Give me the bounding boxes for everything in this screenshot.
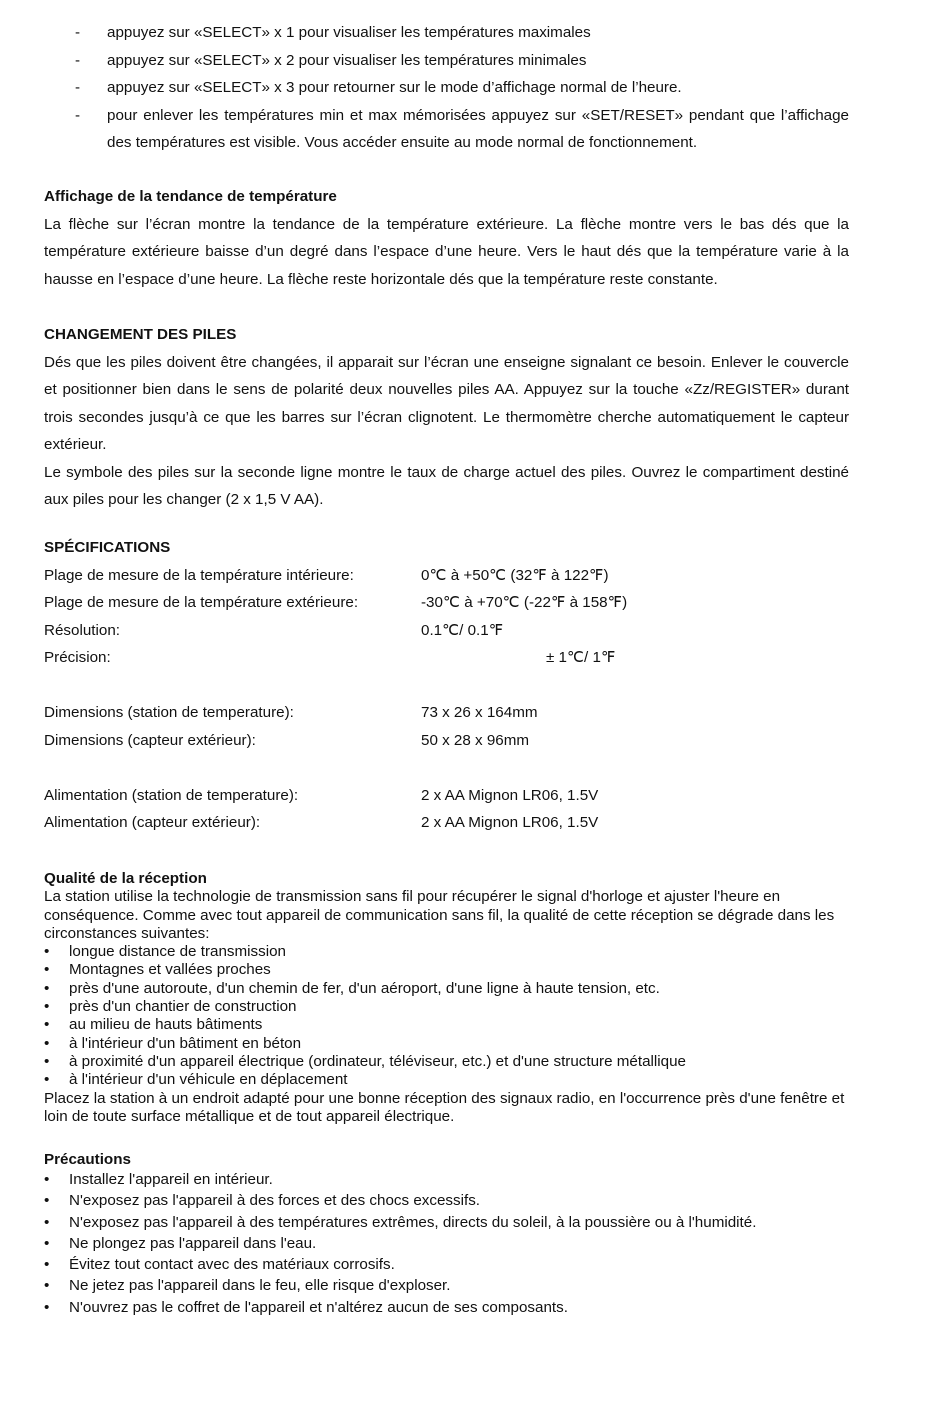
list-item-text: N'exposez pas l'appareil à des forces et des chocs excessifs. [69, 1192, 481, 1210]
dash-marker: - [75, 24, 81, 41]
bullet-marker: • [44, 943, 50, 961]
list-item-text: à l'intérieur d'un véhicule en déplacement [69, 1071, 348, 1089]
spec-row [44, 809, 849, 837]
list-item-text: à l'intérieur d'un bâtiment en béton [69, 1034, 302, 1052]
bullet-marker: • [44, 1071, 50, 1089]
spec-row [44, 589, 849, 617]
spec-row [44, 617, 849, 645]
list-item [44, 998, 849, 1016]
dash-marker: - [75, 106, 81, 124]
list-item [44, 74, 849, 102]
list-item-text: Ne plongez pas l'appareil dans l'eau. [69, 1234, 317, 1252]
list-item [44, 1233, 849, 1254]
list-item [44, 102, 849, 157]
spec-row [44, 644, 849, 672]
spec-value: ± 1℃/ 1℉ [546, 649, 616, 666]
section-heading: Qualité de la réception [44, 870, 207, 887]
precautions-section [44, 1150, 849, 1318]
list-item-text: N'ouvrez pas le coffret de l'appareil et n'altérez aucun de ses composants. [69, 1298, 568, 1316]
list-item-text: Ne jetez pas l'appareil dans le feu, elle risque d'exploser. [69, 1277, 451, 1295]
reception-section [44, 870, 849, 1126]
paragraph: La station utilise la technologie de transmission sans fil pour récupérer le signal d'horloge et ajuster l'heure en conséquence. Comme avec tout appareil de communication sans fil, la qualité de cette réception se dégrade dans les circonstances suivantes: [44, 888, 835, 942]
list-item [44, 943, 849, 961]
list-item-text: à proximité d'un appareil électrique (ordinateur, téléviseur, etc.) et d'une structure métallique [69, 1052, 687, 1070]
bullet-marker: • [44, 1034, 50, 1052]
list-item-text: Montagnes et vallées proches [69, 961, 271, 979]
dash-marker: - [75, 51, 81, 69]
spec-label: Alimentation (station de temperature): [44, 786, 299, 804]
spec-label: Plage de mesure de la température intérieure: [44, 566, 354, 584]
list-item [44, 1169, 849, 1190]
list-item [44, 1016, 849, 1034]
specifications-section [44, 534, 849, 837]
list-item [44, 961, 849, 979]
list-item-text: près d'un chantier de construction [69, 998, 297, 1016]
list-item [44, 1053, 849, 1071]
spec-value: 2 x AA Mignon LR06, 1.5V [421, 786, 599, 804]
list-item [44, 1275, 849, 1296]
paragraph: Dés que les piles doivent être changées, il apparait sur l’écran une enseigne signalant ce besoin. Enlever le couvercle et positionner bien dans le sens de polarité deux nouvelles piles AA. Appuyez sur la touche «Zz/REGISTER» durant trois secondes jusqu’à ce que les barres sur l’écran clignotent. Le thermomètre cherche automatiquement le capteur extérieur. [44, 353, 849, 453]
spec-row [44, 727, 849, 755]
list-item-text: longue distance de transmission [69, 943, 286, 961]
list-item [44, 19, 849, 47]
spec-row [44, 699, 849, 727]
bullet-marker: • [44, 1052, 50, 1070]
spec-label: Résolution: [44, 621, 120, 639]
section-heading: Précautions [44, 1151, 131, 1168]
list-item-text: Évitez tout contact avec des matériaux corrosifs. [69, 1256, 395, 1274]
bullet-marker: • [44, 1171, 50, 1188]
list-item [44, 980, 849, 998]
spec-label: Alimentation (capteur extérieur): [44, 814, 261, 831]
list-item-text: au milieu de hauts bâtiments [69, 1016, 263, 1034]
list-item-text: appuyez sur «SELECT» x 3 pour retourner sur le mode d’affichage normal de l’heure. [107, 79, 682, 96]
list-item-text: près d'une autoroute, d'un chemin de fer, d'un aéroport, d'une ligne à haute tension, etc. [69, 979, 660, 997]
spec-row [44, 562, 849, 590]
list-item [44, 1297, 849, 1318]
paragraph: La flèche sur l’écran montre la tendance de la température extérieure. La flèche montre vers le bas dés que la température extérieure baisse d’un degré dans l’espace d’une heure. Vers le haut dés que la température varie à la hausse en l’espace d’une heure. La flèche reste horizontale dés que la température reste constante. [44, 215, 849, 288]
bullet-marker: • [44, 1234, 50, 1252]
bullet-marker: • [44, 979, 50, 997]
trend-section [44, 183, 849, 293]
spec-value: 0℃ à +50℃ (32℉ à 122℉) [421, 566, 609, 584]
list-item-text: N'exposez pas l'appareil à des températures extrêmes, directs du soleil, à la poussière ou à l'humidité. [69, 1213, 757, 1231]
select-steps-list [44, 19, 849, 157]
list-item-text: appuyez sur «SELECT» x 1 pour visualiser les températures maximales [107, 24, 591, 41]
spec-value: 73 x 26 x 164mm [421, 704, 538, 721]
paragraph: Placez la station à un endroit adapté pour une bonne réception des signaux radio, en l'occurrence près d'une fenêtre et loin de toute surface métallique et de tout appareil électrique. [44, 1089, 845, 1125]
bullet-marker: • [44, 1298, 50, 1316]
spec-label: Plage de mesure de la température extérieure: [44, 594, 359, 611]
bullet-marker: • [44, 1192, 50, 1210]
section-heading: CHANGEMENT DES PILES [44, 326, 237, 343]
spec-label: Précision: [44, 649, 111, 666]
spec-value: 50 x 28 x 96mm [421, 731, 530, 749]
bullet-marker: • [44, 1256, 50, 1274]
bullet-marker: • [44, 961, 50, 979]
spec-label: Dimensions (station de temperature): [44, 704, 294, 721]
section-heading: Affichage de la tendance de température [44, 188, 337, 205]
list-item-text: appuyez sur «SELECT» x 2 pour visualiser les températures minimales [107, 51, 587, 69]
spec-row [44, 782, 849, 810]
list-item [44, 1071, 849, 1089]
list-item [44, 1212, 849, 1233]
paragraph: Le symbole des piles sur la seconde ligne montre le taux de charge actuel des piles. Ouvrez le compartiment destiné aux piles pour les changer (2 x 1,5 V AA). [44, 463, 849, 508]
bullet-marker: • [44, 1277, 50, 1295]
section-heading: SPÉCIFICATIONS [44, 539, 171, 556]
spec-value: -30℃ à +70℃ (-22℉ à 158℉) [421, 594, 628, 611]
list-item-text: pour enlever les températures min et max mémorisées appuyez sur «SET/RESET» pendant que l’affichage des températures est visible. Vous accéder ensuite au mode normal de fonctionnement. [107, 106, 849, 151]
bullet-marker: • [44, 1213, 50, 1231]
spec-value: 0.1℃/ 0.1℉ [421, 621, 504, 639]
list-item [44, 1254, 849, 1275]
bullet-marker: • [44, 1016, 50, 1034]
spec-label: Dimensions (capteur extérieur): [44, 731, 256, 749]
batteries-section [44, 321, 849, 514]
spec-value: 2 x AA Mignon LR06, 1.5V [421, 814, 599, 831]
list-item [44, 1190, 849, 1211]
bullet-marker: • [44, 998, 50, 1016]
list-item-text: Installez l'appareil en intérieur. [69, 1171, 273, 1188]
list-item [44, 1035, 849, 1053]
dash-marker: - [75, 79, 81, 96]
list-item [44, 47, 849, 75]
